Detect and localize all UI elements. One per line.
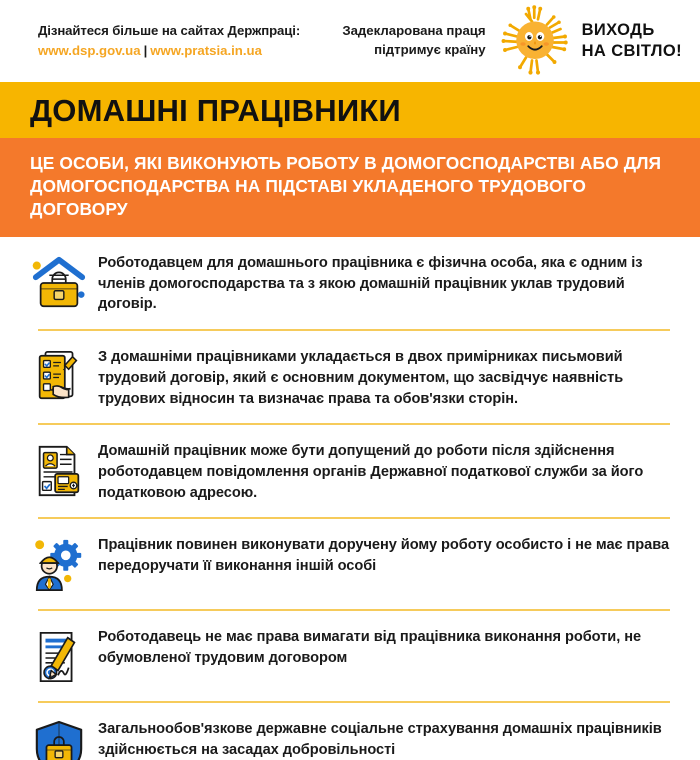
fact-list	[0, 237, 700, 760]
shield-with-briefcase-icon	[20, 717, 98, 760]
clipboard-checklist-signing-hand-icon	[20, 345, 98, 407]
brand-line-2: НА СВІТЛО!	[581, 42, 682, 60]
house-with-briefcase-icon	[20, 251, 98, 313]
url-separator: |	[143, 42, 148, 58]
list-item	[20, 519, 682, 609]
list-item-text: Роботодавцем для домашнього працівника є фізична особа, яка є одним із членів домогосподарства та з якою домашній працівник уклав трудовий договір.	[98, 254, 643, 313]
header-right-block	[342, 4, 682, 78]
contract-with-pen-and-seal-icon	[20, 625, 98, 687]
header-left-block	[38, 22, 300, 59]
sun-mascot-icon	[496, 4, 574, 78]
brand-line-1: ВИХОДЬ	[581, 20, 655, 39]
list-item-text: З домашніми працівниками укладається в двох примірниках письмовий трудовий договір, який є основним документом, що засвідчує наявність трудових відносин та визначає права та обов'язки сторін.	[98, 349, 624, 407]
campaign-brand	[574, 20, 682, 63]
page-title: ДОМАШНІ ПРАЦІВНИКИ	[30, 92, 401, 128]
slogan-line-1: Задекларована праця	[342, 23, 486, 39]
dsp-website-link[interactable]: www.dsp.gov.ua	[38, 42, 141, 58]
header-prompt-text: Дізнайтеся більше на сайтах Держпраці:	[38, 23, 301, 39]
page-header	[0, 0, 700, 82]
title-band	[0, 82, 700, 138]
list-item	[20, 703, 682, 760]
list-item-text: Працівник повинен виконувати доручену йому роботу особисто і не має права передоручати її виконання іншій особі	[98, 537, 670, 575]
list-item-text: Загальнообов'язкове державне соціальне страхування домашніх працівників здійснюється на засадах добровільності	[98, 721, 662, 759]
worker-with-gear-icon	[20, 533, 98, 595]
subtitle-band	[0, 138, 700, 237]
id-document-with-card-icon	[20, 439, 98, 501]
campaign-slogan	[342, 22, 495, 59]
pratsia-website-link[interactable]: www.pratsia.in.ua	[150, 42, 262, 58]
list-item	[20, 611, 682, 701]
list-item-text: Роботодавець не має права вимагати від працівника виконання роботи, не обумовленої трудовим договором	[98, 629, 642, 667]
list-item	[20, 331, 682, 423]
page-subtitle: ЦЕ ОСОБИ, ЯКІ ВИКОНУЮТЬ РОБОТУ В ДОМОГОСПОДАРСТВІ АБО ДЛЯ ДОМОГОСПОДАРСТВА НА ПІДСТАВІ УКЛАДЕНОГО ТРУДОВОГО ДОГОВОРУ	[30, 153, 662, 219]
list-item	[20, 425, 682, 517]
list-item	[20, 237, 682, 329]
header-urls	[38, 42, 300, 60]
slogan-line-2: підтримує країну	[374, 42, 486, 57]
list-item-text: Домашній працівник може бути допущений до роботи після здійснення роботодавцем повідомлення органів Державної податкової служби за його податковою адресою.	[98, 443, 644, 501]
